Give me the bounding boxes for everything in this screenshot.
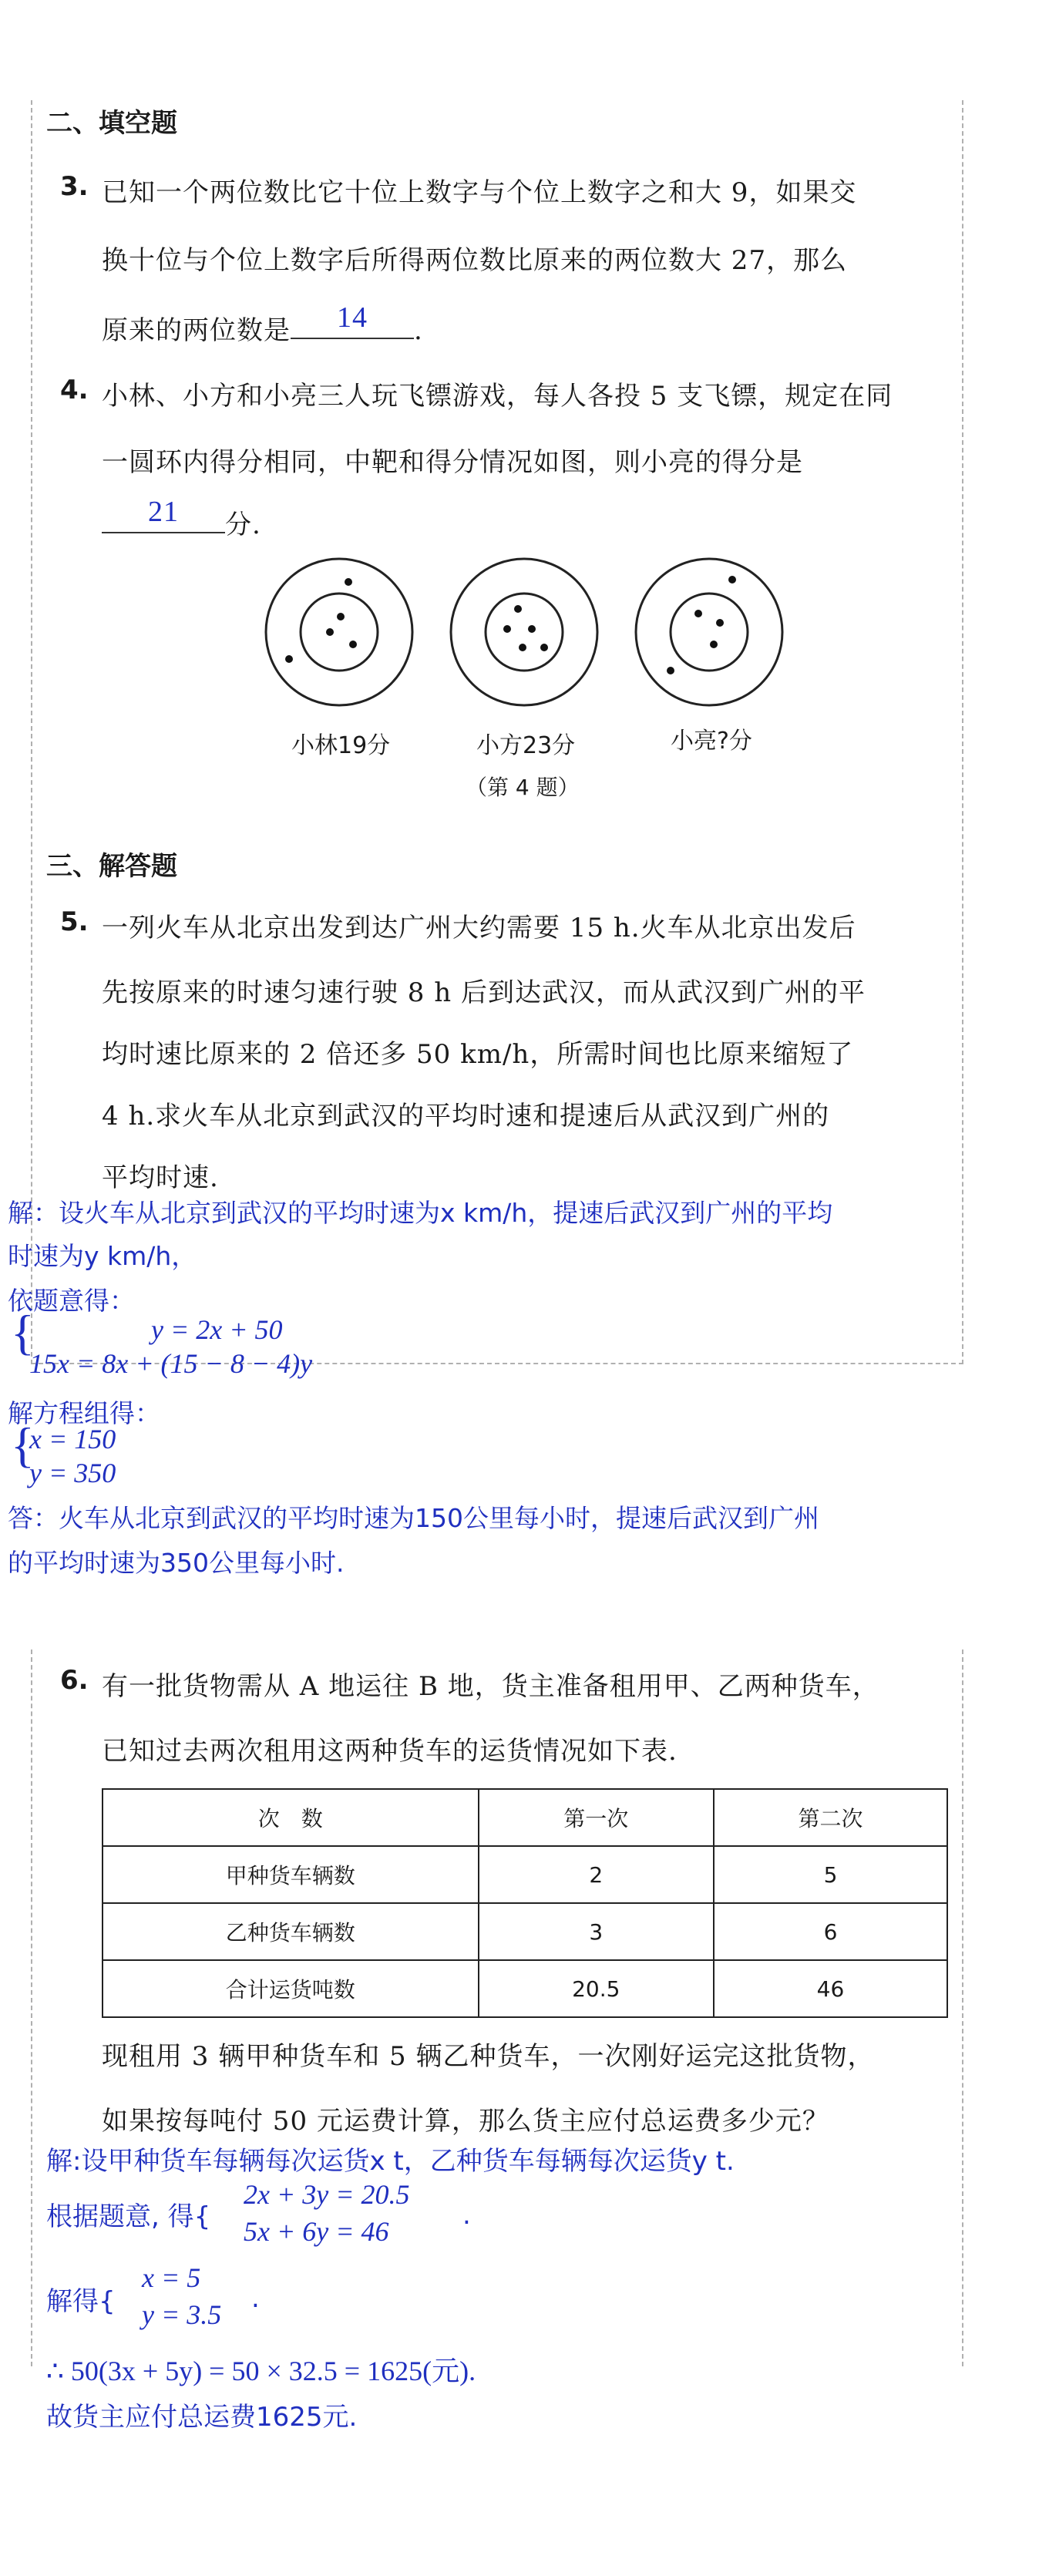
equation: y = 2x + 50	[151, 1314, 283, 1345]
question-text: 已知过去两次租用这两种货车的运货情况如下表.	[102, 1736, 678, 1767]
solution-line: 解：设火车从北京到武汉的平均时速为x km/h，提速后武汉到广州的平均	[8, 1198, 833, 1228]
target-label-xiaolin: 小林19分	[291, 732, 391, 759]
solution-line: 解方程组得：	[8, 1398, 160, 1428]
table-cell: 第一次	[479, 1789, 714, 1846]
solution-period: .	[462, 2200, 471, 2231]
question-text	[102, 301, 423, 347]
table-row	[103, 1846, 947, 1903]
left-margin-line-2	[31, 1650, 32, 2366]
right-margin-line	[962, 100, 963, 1364]
dartboard-xiaoliang	[636, 559, 782, 705]
solution-line: 根据题意, 得{	[46, 2201, 211, 2232]
question-text-part: 原来的两位数是	[102, 315, 291, 346]
equation: x = 5	[142, 2262, 201, 2293]
answer-blank	[291, 301, 414, 339]
unit: 分.	[225, 509, 261, 540]
table-cell: 甲种货车辆数	[103, 1846, 479, 1903]
table-row	[103, 1960, 947, 2017]
equation: x = 150	[29, 1424, 116, 1454]
solution-period: .	[251, 2283, 260, 2314]
solution-line: ∴ 50(3x + 5y) = 50 × 32.5 = 1625(元).	[46, 2356, 476, 2386]
question-text: 小林、小方和小亮三人玩飞镖游戏，每人各投 5 支飞镖，规定在同	[102, 381, 893, 412]
solution-line: 答：火车从北京到武汉的平均时速为150公里每小时，提速后武汉到广州	[8, 1503, 819, 1533]
target-label-xiaoliang: 小亮?分	[671, 728, 752, 755]
dartboard-figure	[254, 555, 794, 732]
question-text: 如果按每吨付 50 元运费计算，那么货主应付总运费多少元？	[102, 2106, 829, 2137]
dartboard-xiaolin	[266, 559, 412, 705]
table-cell: 3	[479, 1903, 714, 1960]
handwritten-answer: 14	[337, 301, 368, 334]
question-text: 换十位与个位上数字后所得两位数比原来的两位数大 27，那么	[102, 245, 848, 276]
handwritten-answer: 21	[148, 496, 179, 528]
solution-line: 的平均时速为350公里每小时.	[8, 1548, 345, 1578]
question-text	[102, 496, 261, 541]
table-cell: 6	[714, 1903, 947, 1960]
equation: y = 350	[29, 1458, 116, 1488]
question-text: 有一批货物需从 A 地运往 B 地，货主准备租用甲、乙两种货车，	[102, 1671, 879, 1702]
table-cell: 5	[714, 1846, 947, 1903]
equation: 15x = 8x + (15 − 8 − 4)y	[29, 1348, 313, 1379]
table-cell: 次 数	[103, 1789, 479, 1846]
equation: y = 3.5	[142, 2299, 222, 2330]
question-number: 5.	[60, 906, 89, 937]
equation-brace: {	[11, 1305, 35, 1360]
target-label-xiaofang: 小方23分	[476, 732, 576, 759]
question-text: 平均时速.	[102, 1162, 219, 1193]
table-cell: 2	[479, 1846, 714, 1903]
left-margin-line	[31, 100, 32, 1364]
answer-blank	[102, 496, 225, 533]
solution-line: 故货主应付总运费1625元.	[46, 2402, 358, 2433]
table-cell: 20.5	[479, 1960, 714, 2017]
question-number: 6.	[60, 1665, 89, 1696]
question-number: 3.	[60, 171, 89, 202]
question-text: 均时速比原来的 2 倍还多 50 km/h，所需时间也比原来缩短了	[102, 1039, 854, 1070]
table-cell: 合计运货吨数	[103, 1960, 479, 2017]
solution-line: 依题意得：	[8, 1286, 135, 1316]
equation: 5x + 6y = 46	[244, 2216, 389, 2247]
right-margin-line-2	[962, 1650, 963, 2366]
question-text: 4 h.求火车从北京到武汉的平均时速和提速后从武汉到广州的	[102, 1101, 830, 1132]
equation-brace: {	[11, 1417, 35, 1472]
question-text: 现租用 3 辆甲种货车和 5 辆乙种货车，一次刚好运完这批货物，	[102, 2041, 875, 2072]
question-text: 一圆环内得分相同，中靶和得分情况如图，则小亮的得分是	[102, 447, 803, 478]
section-title: 三、解答题	[46, 851, 177, 882]
solution-line: 时速为y km/h，	[8, 1241, 197, 1271]
table-header	[103, 1789, 947, 1846]
question-text: 已知一个两位数比它十位上数字与个位上数字之和大 9，如果交	[102, 177, 857, 208]
period: .	[414, 315, 423, 346]
table-cell: 第二次	[714, 1789, 947, 1846]
question-text: 一列火车从北京出发到达广州大约需要 15 h.火车从北京出发后	[102, 913, 856, 943]
figure-caption: （第 4 题）	[466, 775, 580, 800]
freight-table	[102, 1788, 948, 2018]
question-number: 4.	[60, 375, 89, 405]
section-title: 二、填空题	[46, 108, 177, 139]
table-cell: 乙种货车辆数	[103, 1903, 479, 1960]
table-cell: 46	[714, 1960, 947, 2017]
question-text: 先按原来的时速匀速行驶 8 h 后到达武汉，而从武汉到广州的平	[102, 977, 866, 1008]
dartboard-xiaofang	[451, 559, 597, 705]
table-row	[103, 1903, 947, 1960]
equation: 2x + 3y = 20.5	[244, 2179, 410, 2210]
solution-line: 解:设甲种货车每辆每次运货x t，乙种货车每辆每次运货y t.	[46, 2146, 735, 2177]
solution-line: 解得{	[46, 2286, 116, 2317]
